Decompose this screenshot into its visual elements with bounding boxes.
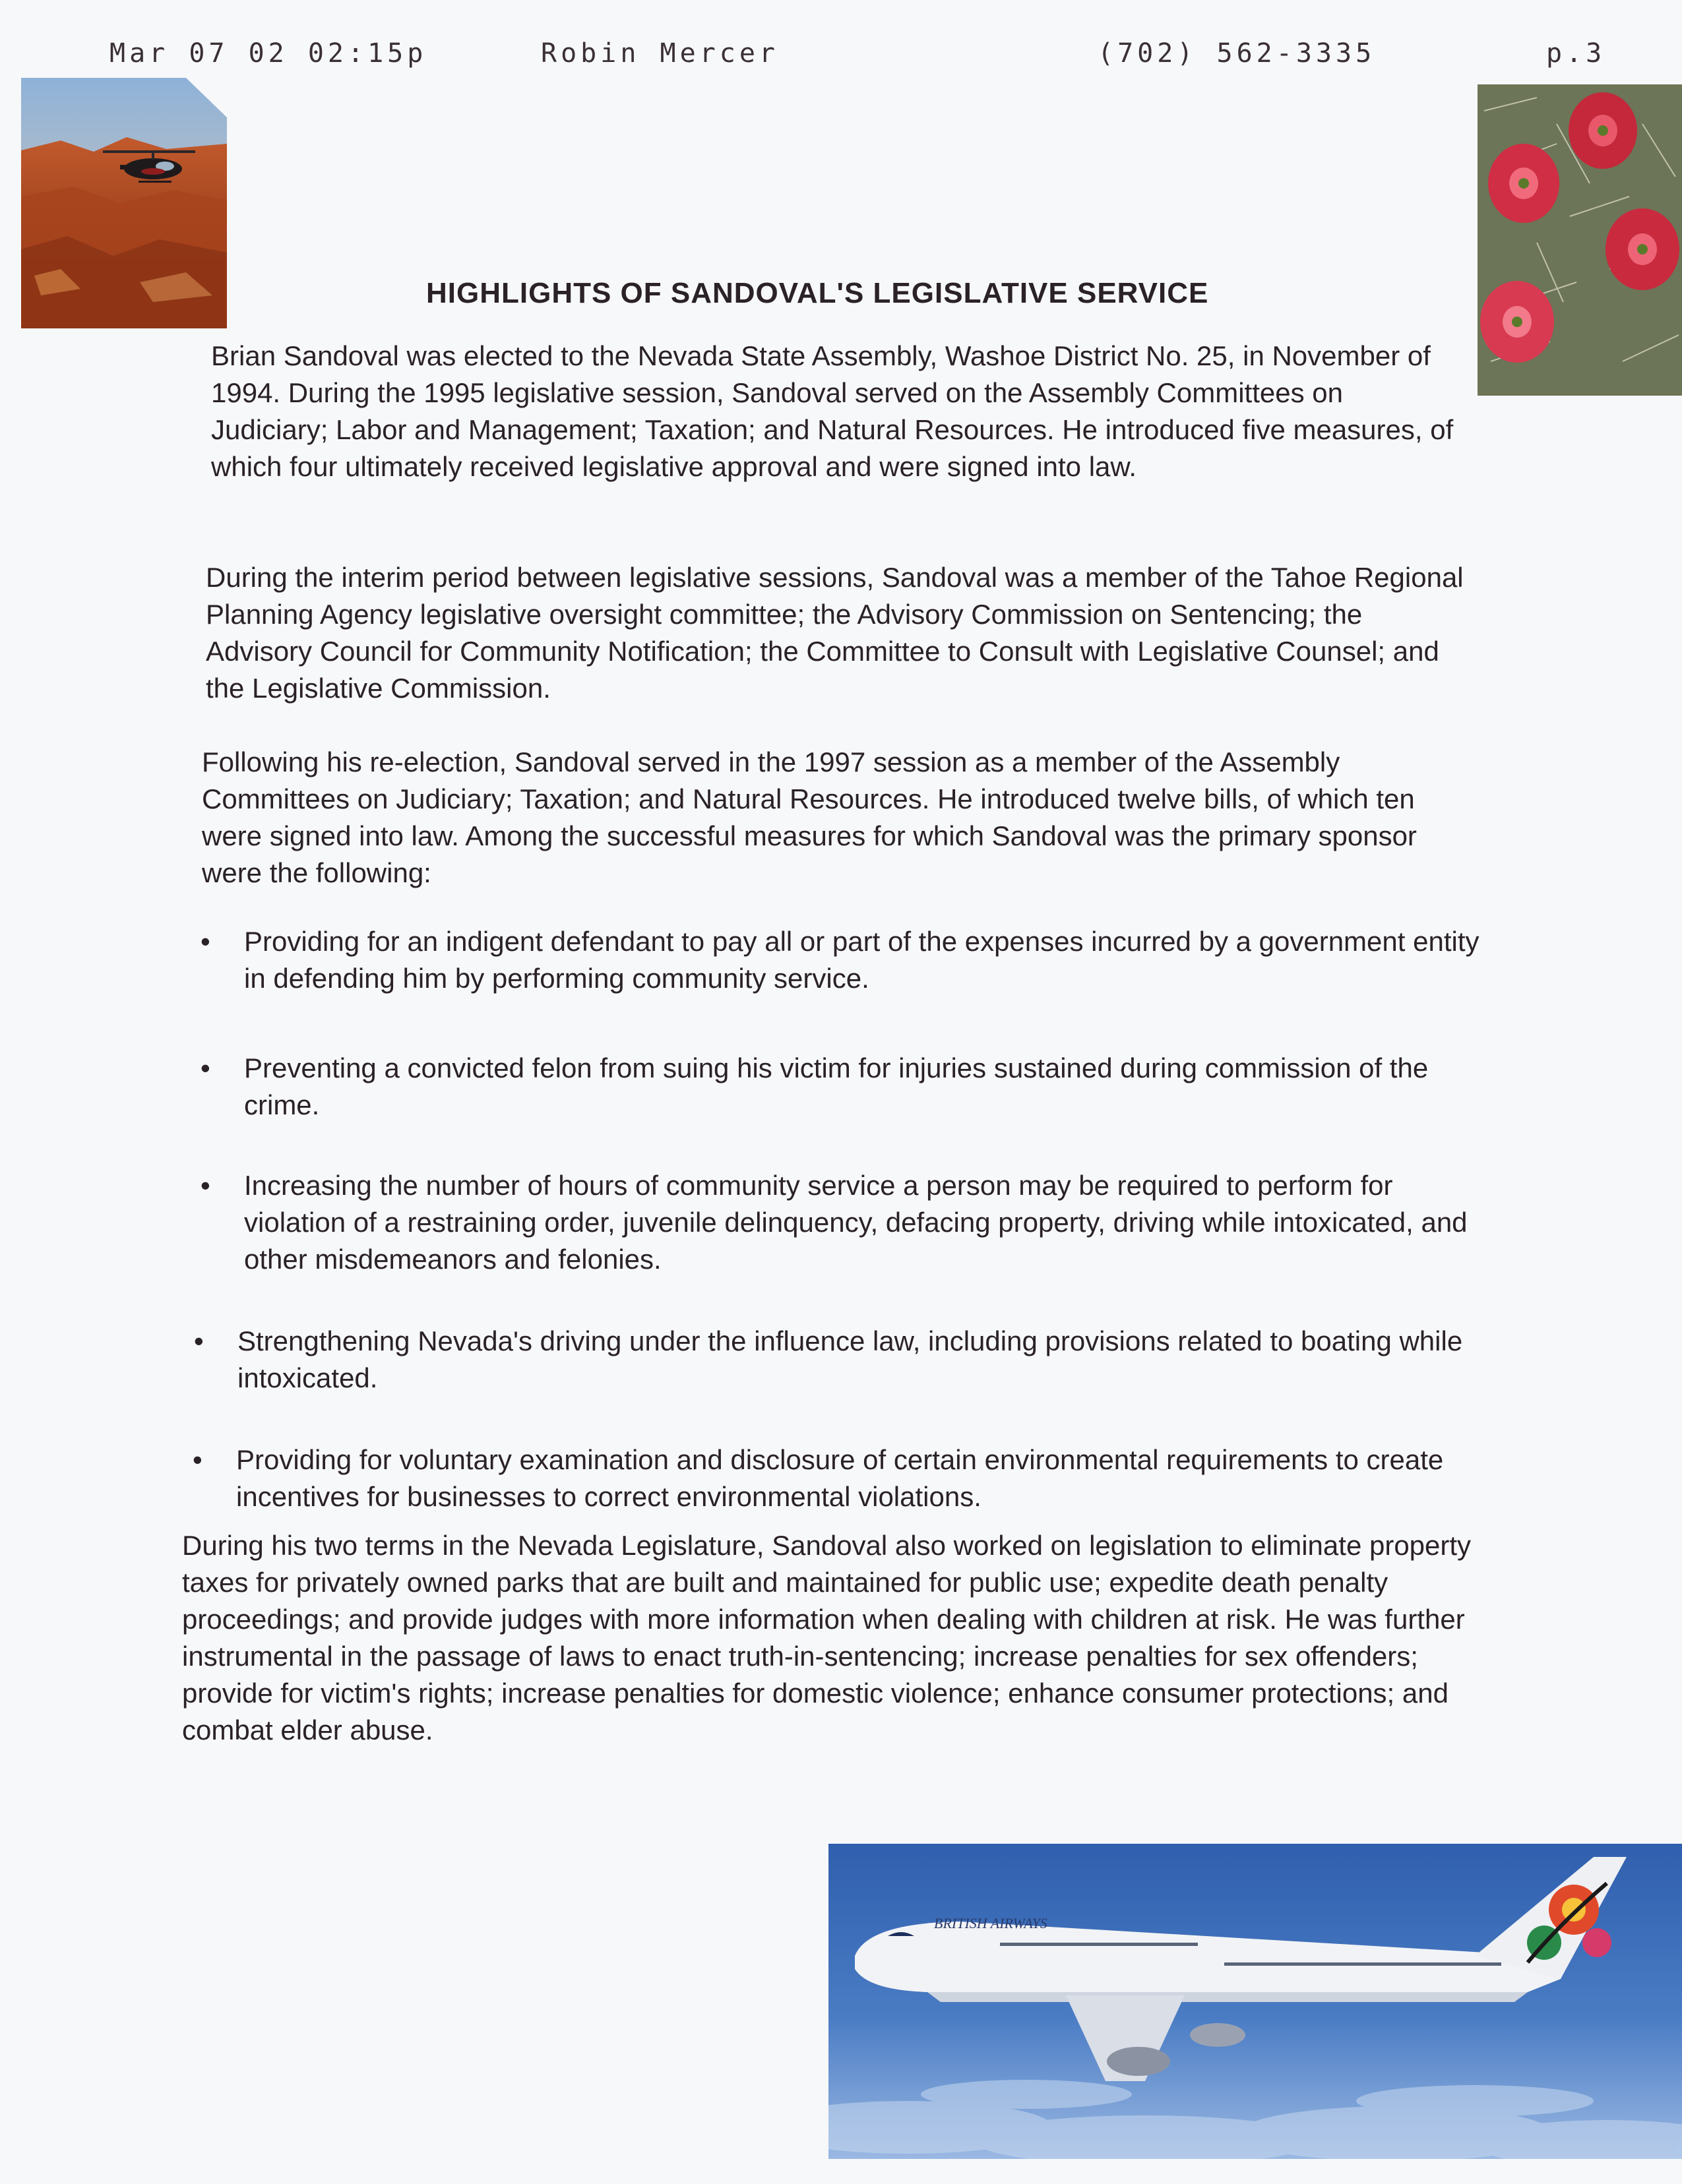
airline-logo-text: BRITISH AIRWAYS bbox=[934, 1915, 1047, 1931]
canyon-helicopter-photo bbox=[21, 78, 227, 328]
fax-header bbox=[0, 38, 1682, 71]
bullet-icon: • bbox=[201, 1052, 210, 1083]
list-item bbox=[185, 1323, 1491, 1397]
paragraph-two-terms bbox=[182, 1527, 1475, 1749]
list-item bbox=[183, 1441, 1491, 1515]
bullet-icon: • bbox=[194, 1325, 204, 1356]
list-item bbox=[191, 1167, 1491, 1278]
bullet-icon: • bbox=[201, 926, 210, 957]
page-title: HIGHLIGHTS OF SANDOVAL'S LEGISLATIVE SERVICE bbox=[426, 277, 1209, 309]
paragraph-reelection bbox=[202, 744, 1481, 892]
list-item-text: Providing for voluntary examination and disclosure of certain environmental requirements to create incentives for businesses to correct environmental violations. bbox=[236, 1444, 1444, 1512]
list-item-text: Strengthening Nevada's driving under the influence law, including provisions related to boating while intoxicated. bbox=[237, 1325, 1463, 1393]
bullet-icon: • bbox=[193, 1444, 202, 1475]
paragraph-text: Following his re-election, Sandoval served in the 1997 session as a member of the Assembly Committees on Judiciary; Taxation; and Natural Resources. He introduced twelve bills, of which ten were signed into law. Among the successful measures for which Sandoval was the primary sponsor were the following: bbox=[202, 746, 1417, 888]
paragraph-interim bbox=[206, 559, 1472, 707]
list-item-text: Providing for an indigent defendant to pay all or part of the expenses incurred by a government entity in defending him by performing community service. bbox=[244, 926, 1480, 994]
airliner-photo bbox=[828, 1844, 1682, 2159]
fax-phone: (702) 562-3335 bbox=[1098, 38, 1376, 69]
cactus-flowers-photo bbox=[1478, 84, 1682, 396]
paragraph-text: During the interim period between legislative sessions, Sandoval was a member of the Tahoe Regional Planning Agency legislative oversight committee; the Advisory Commission on Sentencing; the Advisory Council for Community Notification; the Committee to Consult with Legislative Counsel; and the Legislative Commission. bbox=[206, 562, 1464, 704]
fax-datetime: Mar 07 02 02:15p bbox=[109, 38, 427, 69]
list-item bbox=[191, 923, 1491, 997]
fax-sender: Robin Mercer bbox=[541, 38, 779, 69]
paragraph-text: During his two terms in the Nevada Legislature, Sandoval also worked on legislation to eliminate property taxes for privately owned parks that are built and maintained for public use; expedite death penalty proceedings; and provide judges with more information when dealing with children at risk. He was further instrumental in the passage of laws to enact truth-in-sentencing; increase penalties for sex offenders; provide for victim's rights; increase penalties for domestic violence; enhance consumer protections; and combat elder abuse. bbox=[182, 1530, 1472, 1745]
fax-page-number: p.3 bbox=[1546, 38, 1606, 69]
bullet-icon: • bbox=[201, 1170, 210, 1201]
paragraph-election bbox=[211, 338, 1458, 485]
list-item-text: Increasing the number of hours of community service a person may be required to perform for violation of a restraining order, juvenile delinquency, defacing property, driving while intoxicated, and other misdemeanors and felonies. bbox=[244, 1170, 1468, 1275]
paragraph-text: Brian Sandoval was elected to the Nevada State Assembly, Washoe District No. 25, in November of 1994. During the 1995 legislative session, Sandoval served on the Assembly Committees on Judiciary; Labor and Management; Taxation; and Natural Resources. He introduced five measures, of which four ultimately received legislative approval and were signed into law. bbox=[211, 340, 1454, 482]
list-item-text: Preventing a convicted felon from suing his victim for injuries sustained during commission of the crime. bbox=[244, 1052, 1429, 1120]
list-item bbox=[191, 1050, 1491, 1124]
